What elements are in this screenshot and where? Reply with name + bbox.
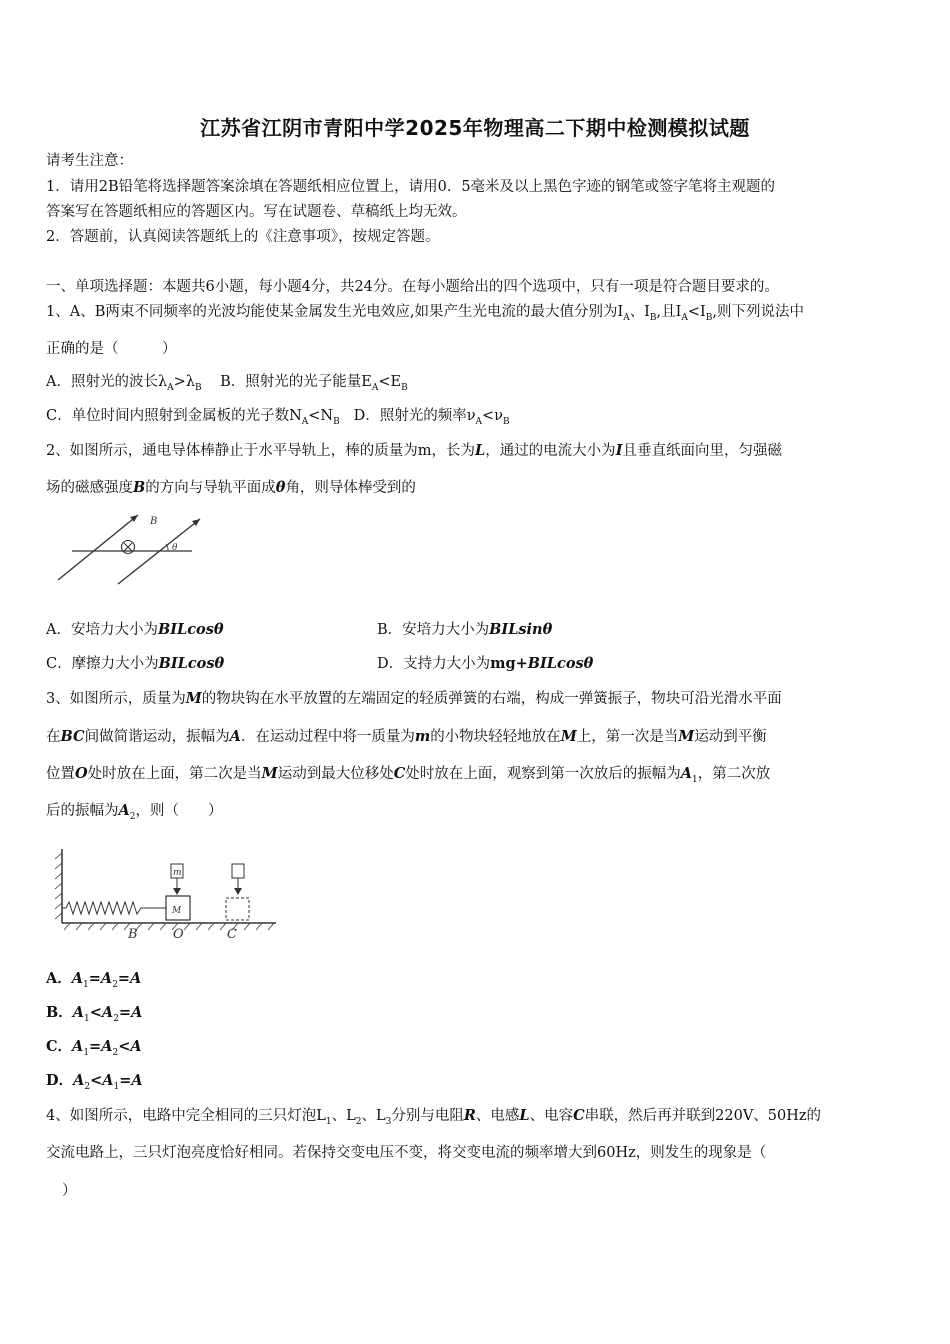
q3-option-b[interactable]: B．$A_1<A_2=A$	[46, 1004, 143, 1024]
q1-options-ab	[46, 372, 408, 398]
q1-option-c[interactable]: C．单位时间内照射到金属板的光子数$N_A<N_B$	[46, 408, 340, 427]
notice-heading: 请考生注意：	[46, 153, 133, 169]
q3-arrow-down-icon	[173, 888, 181, 895]
q2-stem-line-2: 场的磁感强度B的方向与导轨平面成θ角，则导体棒受到的	[46, 479, 416, 496]
q3-stem-line-4: 后的振幅为$A_2$，则（ ）	[46, 802, 223, 822]
q3-label-c: C	[227, 927, 237, 941]
q1-stem-line-2: 正确的是（ ）	[46, 341, 177, 357]
q3-stem-line-3: 位置O处时放在上面，第二次是当M运动到最大位移处C处时放在上面，观察到第一次放后的振幅为$A_1$，第二次放	[46, 765, 771, 785]
q3-block-small-c	[232, 864, 244, 878]
q3-label-o: O	[173, 927, 184, 941]
q2-field-line-1	[58, 515, 138, 580]
page-title: 江苏省江阴市青阳中学2025年物理高二下期中检测模拟试题	[200, 116, 750, 140]
q2-figure	[50, 508, 210, 588]
q3-stem-line-1: 3、如图所示，质量为M的物块钩在水平放置的左端固定的轻质弹簧的右端，构成一弹簧振子，物块可沿光滑水平面	[46, 690, 782, 707]
q3-stem-line-2: 在BC间做简谐运动，振幅为A．在运动过程中将一质量为m的小物块轻轻地放在M上，第一次是当M运动到平衡	[46, 728, 767, 745]
q3-option-d[interactable]: D．$A_2<A_1=A$	[46, 1072, 143, 1092]
q3-label-b: B	[128, 927, 138, 941]
section-heading: 一、单项选择题：本题共6小题，每小题4分，共24分。在每小题给出的四个选项中，只有一项是符合题目要求的。	[46, 279, 779, 295]
svg-text:M: M	[172, 906, 182, 916]
q2-option-c[interactable]: C．摩擦力大小为BILcosθ	[46, 655, 225, 672]
notice-line-1: 1．请用2B铅笔将选择题答案涂填在答题纸相应位置上，请用0．5毫米及以上黑色字迹的钢笔或签字笔将主观题的	[46, 179, 776, 195]
q3-option-a[interactable]: A．$A_1=A_2=A$	[46, 970, 142, 990]
notice-line-2: 答案写在答题纸相应的答题区内。写在试题卷、草稿纸上均无效。	[46, 204, 467, 220]
q4-stem-line-3: ）	[62, 1183, 77, 1199]
q3-block-at-c	[226, 898, 249, 920]
q2-option-b[interactable]: B．安培力大小为BILsinθ	[377, 621, 553, 638]
q1-option-b[interactable]: B．照射光的光子能量$E_A<E_B$	[220, 374, 408, 393]
q4-stem-line-1: 4、如图所示，电路中完全相同的三只灯泡$L_1$、$L_2$、$L_3$分别与电阻R、电感L、电容C串联，然后再并联到220V、50Hz的	[46, 1107, 822, 1127]
q1-options-cd	[46, 406, 510, 432]
q1-option-a[interactable]: A．照射光的波长$\lambda_A>\lambda_B$	[46, 374, 202, 393]
q3-floor-hatching	[64, 923, 274, 930]
q3-spring	[62, 902, 166, 914]
q3-arrow-down-icon-2	[234, 888, 242, 895]
q1-option-d[interactable]: D．照射光的频率$\nu_A<\nu_B$	[353, 408, 510, 427]
q2-option-a[interactable]: A．安培力大小为BILcosθ	[46, 621, 224, 638]
q1-stem-line-1: 1、A、B两束不同频率的光波均能使某金属发生光电效应,如果产生光电流的最大值分别为$I_A$、$I_B$,且$I_A<I_B$,则下列说法中	[46, 304, 805, 323]
q2-option-d[interactable]: D．支持力大小为mg+BILcosθ	[377, 655, 594, 672]
q3-figure	[52, 845, 282, 941]
q2-fig-label-b: B	[150, 516, 158, 527]
q2-stem-line-1: 2、如图所示，通电导体棒静止于水平导轨上，棒的质量为m，长为L，通过的电流大小为I且垂直纸面向里，匀强磁	[46, 442, 782, 459]
q2-fig-label-theta: θ	[172, 543, 178, 553]
q3-option-c[interactable]: C．$A_1=A_2<A$	[46, 1038, 142, 1058]
q4-stem-line-2: 交流电路上，三只灯泡亮度恰好相同。若保持交变电压不变，将交变电流的频率增大到60Hz，则发生的现象是（	[46, 1145, 767, 1161]
svg-text:m: m	[173, 868, 182, 878]
notice-line-3: 2．答题前，认真阅读答题纸上的《注意事项》，按规定答题。	[46, 229, 440, 245]
q3-wall-hatching	[55, 853, 62, 919]
